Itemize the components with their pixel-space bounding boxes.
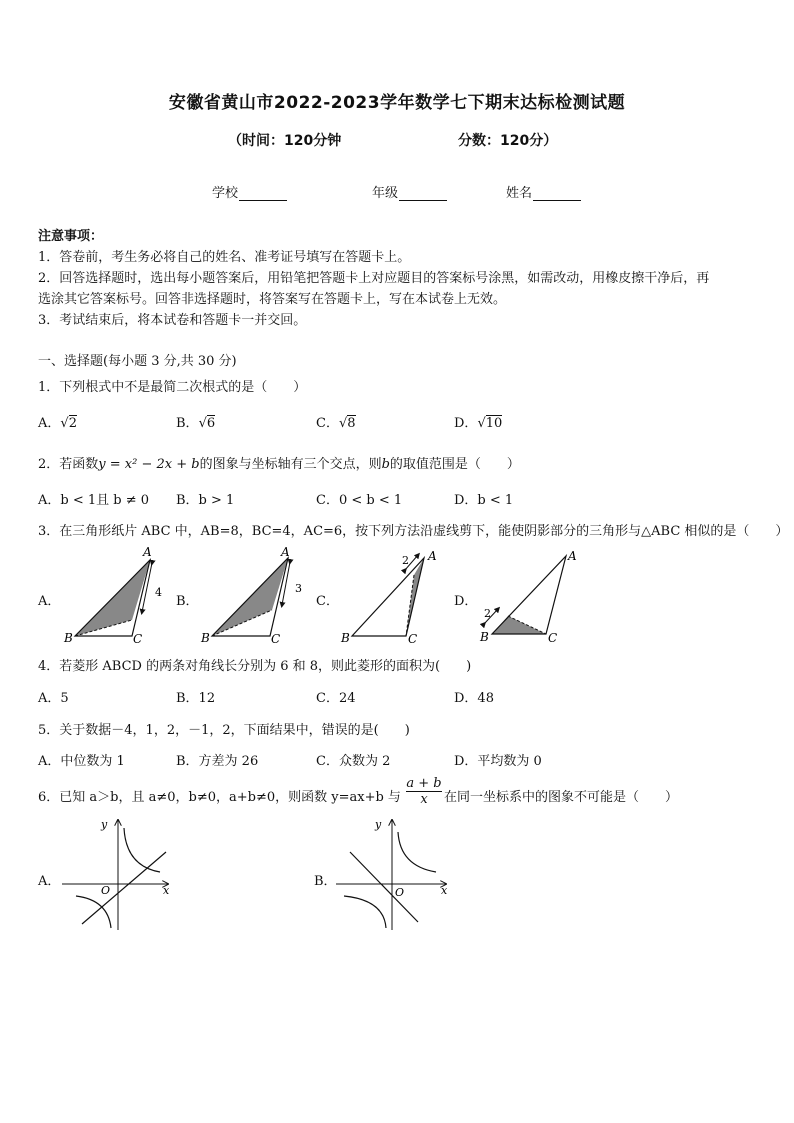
school-label: 学校	[212, 186, 239, 201]
fraction-denominator: x	[420, 792, 428, 807]
sqrt-symbol: √	[477, 416, 486, 431]
dimension-label: 2	[484, 607, 491, 620]
q4-option-c: C．24	[316, 691, 356, 706]
linear-function-line	[350, 852, 418, 922]
notice-item: 1．答卷前，考生务必将自己的姓名、准考证号填写在答题卡上。	[38, 250, 411, 265]
option-label: D．	[454, 416, 478, 431]
origin-label: O	[395, 886, 405, 899]
point-a-label: A	[428, 549, 437, 563]
q5-option-a: A．中位数为 1	[38, 754, 125, 769]
point-b-label: B	[64, 631, 73, 645]
q4-option-b: B．12	[176, 691, 216, 706]
q6-option-b-label: B．	[314, 874, 337, 889]
notice-item: 选涂其它答案标号。回答非选择题时，将答案写在答题卡上，写在本试卷上无效。	[38, 292, 507, 307]
q3-option-c-label: C．	[316, 594, 339, 609]
hyperbola-branch-2	[76, 896, 111, 928]
dimension-label: 2	[402, 554, 409, 567]
notice-heading: 注意事项：	[38, 229, 104, 244]
stem-text: 的取值范围是（ ）	[389, 457, 520, 472]
q6-stem-pre: 6．已知 a＞b，且 a≠0，b≠0，a+b≠0，则函数 y=ax+b 与	[38, 790, 401, 805]
point-b-label: B	[201, 631, 210, 645]
notice-item: 3．考试结束后，将本试卷和答题卡一并交回。	[38, 313, 307, 328]
q2-option-b: B．b > 1	[176, 493, 235, 508]
q6-graphs	[0, 800, 794, 940]
linear-function-line	[82, 852, 166, 924]
radicand: 10	[485, 416, 503, 431]
q1-stem: 1．下列根式中不是最简二次根式的是（ ）	[38, 380, 307, 395]
sqrt-symbol: √	[338, 416, 348, 431]
name-label: 姓名	[506, 186, 533, 201]
radicand: 6	[206, 416, 216, 431]
figure-d	[479, 549, 577, 645]
page-title: 安徽省黄山市2022-2023学年数学七下期末达标检测试题	[168, 93, 626, 113]
hyperbola-branch-1	[398, 832, 436, 872]
point-b-label: B	[341, 631, 350, 645]
figure-c	[340, 549, 437, 646]
q5-option-c: C．众数为 2	[316, 754, 391, 769]
hyperbola-branch-2	[344, 896, 386, 928]
exam-time: （时间：120分钟	[228, 133, 342, 149]
point-c-label: C	[408, 632, 418, 646]
q2-option-d: D．b < 1	[454, 493, 514, 508]
triangle-abc	[212, 558, 288, 636]
q5-stem: 5．关于数据－4，1，2，－1，2，下面结果中，错误的是( )	[38, 723, 410, 738]
point-c-label: C	[133, 632, 143, 646]
point-b-label: B	[480, 630, 489, 644]
q5-option-b: B．方差为 26	[176, 754, 259, 769]
point-c-label: C	[271, 632, 281, 646]
notice-item: 2．回答选择题时，选出每小题答案后，用铅笔把答题卡上对应题目的答案标号涂黑，如需改动，用橡皮擦干净后，再	[38, 271, 710, 286]
q2-option-a: A．b < 1且 b ≠ 0	[38, 493, 150, 508]
point-a-label: A	[143, 545, 152, 559]
stem-text: 2．若函数	[38, 457, 99, 472]
fraction-numerator: a + b	[406, 776, 442, 791]
y-axis-label: y	[101, 818, 108, 831]
x-axis-label: x	[441, 884, 448, 897]
figure-a	[63, 545, 162, 646]
point-a-label: A	[281, 545, 290, 559]
section-heading: 一、选择题(每小题 3 分,共 30 分)	[38, 354, 237, 369]
x-axis-label: x	[163, 884, 170, 897]
grade-label: 年级	[372, 186, 399, 201]
triangle-abc	[492, 556, 566, 634]
q4-option-a: A．5	[38, 691, 69, 706]
graph-b	[336, 818, 448, 930]
q3-option-a-label: A．	[38, 594, 61, 609]
q6-option-a-label: A．	[38, 874, 61, 889]
hyperbola-branch-1	[124, 828, 160, 872]
point-a-label: A	[568, 549, 577, 563]
y-axis-label: y	[375, 818, 382, 831]
stem-text: 的图象与坐标轴有三个交点，则	[199, 457, 382, 472]
point-c-label: C	[548, 631, 558, 645]
q5-option-d: D．平均数为 0	[454, 754, 542, 769]
radicand: 2	[68, 416, 77, 431]
q2-option-c: C．0 < b < 1	[316, 493, 403, 508]
radicand: 8	[347, 416, 356, 431]
q6-stem-post: 在同一坐标系中的图象不可能是（ ）	[444, 790, 679, 805]
exam-score: 分数：120分）	[458, 133, 558, 149]
origin-label: O	[101, 884, 111, 897]
option-label: A．	[38, 416, 61, 431]
option-label: B．	[176, 416, 199, 431]
dimension-label: 3	[295, 582, 302, 595]
q4-option-d: D．48	[454, 691, 494, 706]
option-label: C．	[316, 416, 339, 431]
q4-stem: 4．若菱形 ABCD 的两条对角线长分别为 6 和 8，则此菱形的面积为( )	[38, 659, 472, 674]
q3-option-d-label: D．	[454, 594, 478, 609]
function-expr: y = x² − 2x + b	[98, 457, 200, 472]
figure-b	[200, 545, 302, 646]
q3-stem: 3．在三角形纸片 ABC 中，AB=8，BC=4，AC=6，按下列方法沿虚线剪下，能使阴影部分的三角形与△ABC 相似的是（ ）	[38, 524, 789, 539]
variable: b	[381, 457, 390, 472]
sqrt-symbol: √	[198, 416, 207, 431]
sqrt-symbol: √	[60, 416, 69, 431]
graph-a	[62, 818, 170, 930]
dimension-label: 4	[155, 586, 162, 599]
q3-option-b-label: B．	[176, 594, 199, 609]
